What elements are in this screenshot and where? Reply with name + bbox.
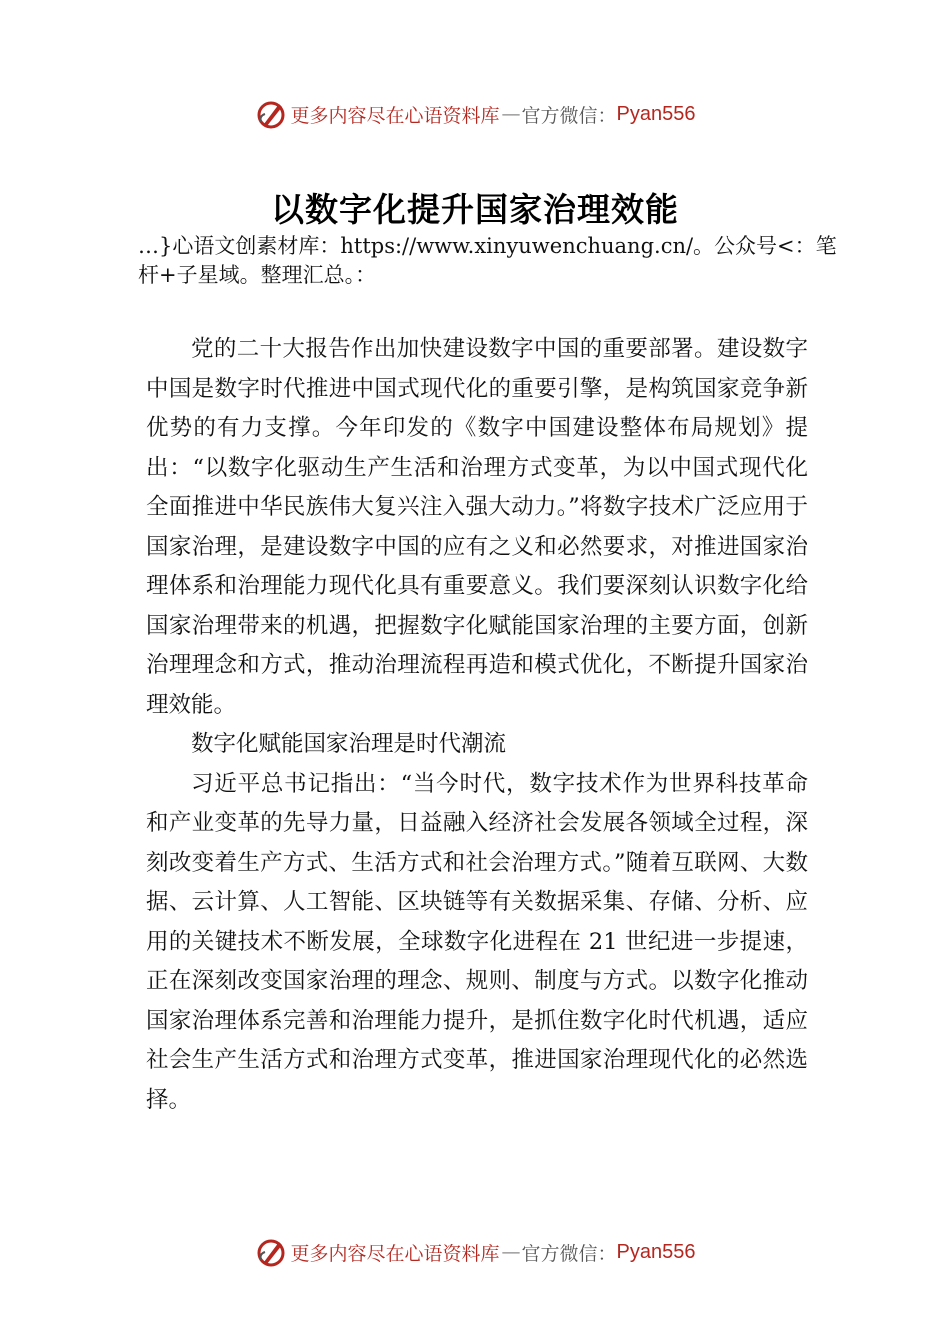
section-heading: 数字化赋能国家治理是时代潮流 [191,731,507,757]
header-banner [0,94,950,134]
banner-wechat-label: 官方微信： [521,104,617,127]
banner-separator: — [501,103,520,125]
banner-separator: — [501,1241,520,1263]
banner-wechat-label: 官方微信： [521,1242,617,1265]
document-body [146,330,808,1120]
paragraph: 习近平总书记指出：“当今时代，数字技术作为世界科技革命和产业变革的先导力量，日益融入经济社会发展各领域全过程，深刻改变着生产方式、生活方式和社会治理方式。”随着互联网、大数据、云计算、人工智能、区块链等有关数据采集、存储、分析、应用的关键技术不断发展，全球数字化进程在 21 世纪进一步提速，正在深刻改变国家治理的理念、规则、制度与方式。以数字化推动国家治理体系完善和治理能力提升，是抓住数字化时代机遇，适应社会生产生活方式和治理方式变革，推进国家治理现代化的必然选择。 [146,770,808,1113]
banner-text: 更多内容尽在心语资料库 [290,1242,500,1265]
banner-text: 更多内容尽在心语资料库 [290,104,500,127]
banner-wechat-id: Pyan556 [616,1240,696,1263]
footer-banner [0,1232,950,1272]
paragraph: 党的二十大报告作出加快建设数字中国的重要部署。建设数字中国是数字时代推进中国式现代化的重要引擎，是构筑国家竞争新优势的有力支撑。今年印发的《数字中国建设整体布局规划》提出：“以数字化驱动生产生活和治理方式变革，为以中国式现代化全面推进中华民族伟大复兴注入强大动力。”将数字技术广泛应用于国家治理，是建设数字中国的应有之义和必然要求，对推进国家治理体系和治理能力现代化具有重要意义。我们要深刻认识数字化给国家治理带来的机遇，把握数字化赋能国家治理的主要方面，创新治理理念和方式，推动治理流程再造和模式优化，不断提升国家治理效能。 [146,336,808,718]
document-title: 以数字化提升国家治理效能 [271,190,679,229]
source-line: …}心语文创素材库：https://www.xinyuwenchuang.cn/。公众号<：笔杆+子星域。整理汇总。： [138,234,837,287]
banner-wechat-id: Pyan556 [616,102,696,125]
pen-seal-logo-icon [255,1236,287,1268]
pen-seal-logo-icon [255,98,287,130]
